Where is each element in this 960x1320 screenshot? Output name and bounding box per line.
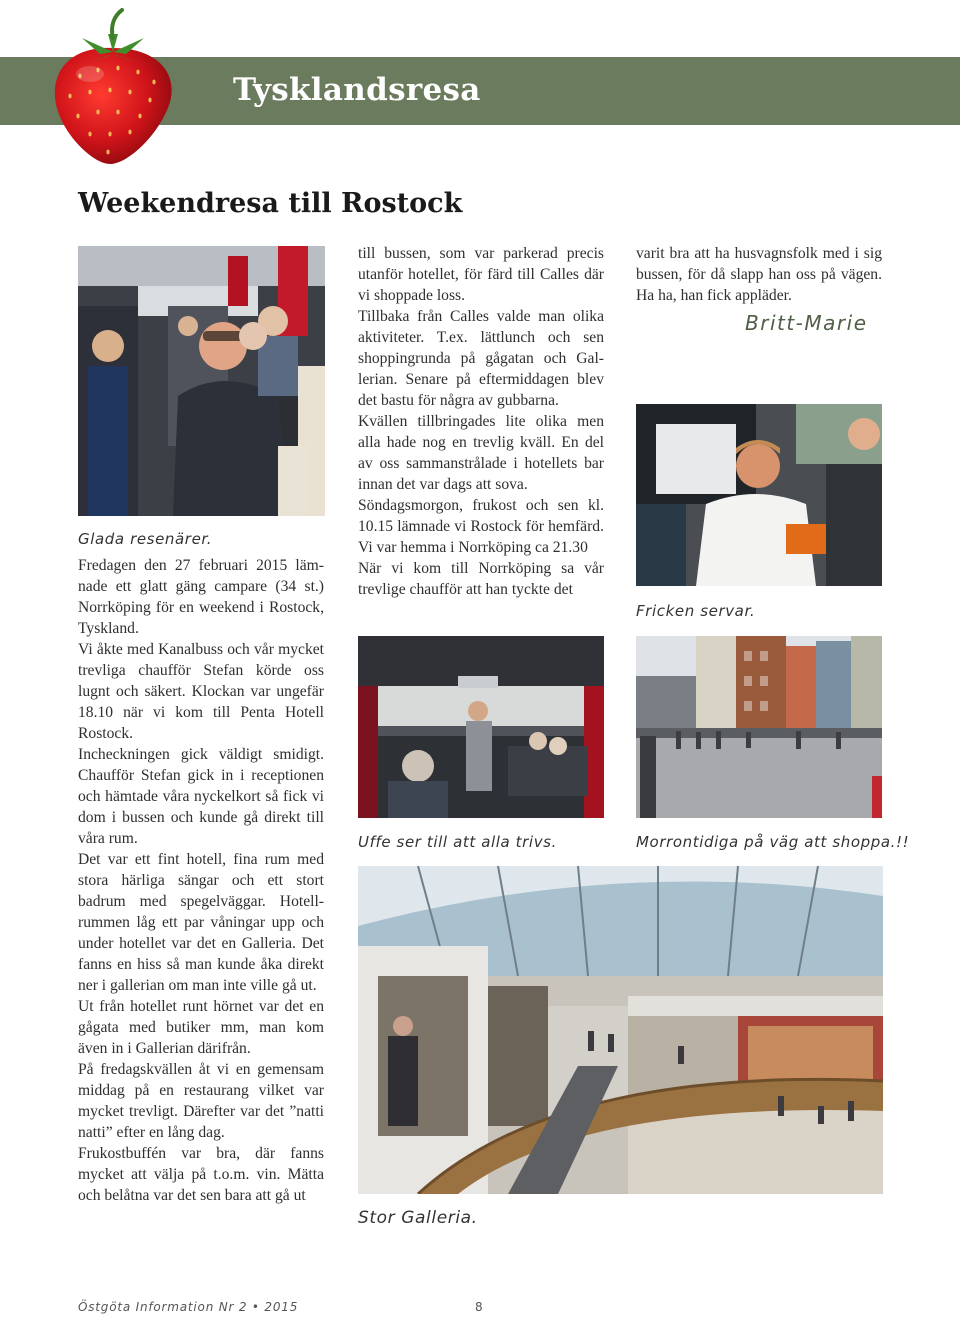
paragraph: Det var ett fint hotell, fina rum med stora härliga sängar och ett stort badrum med spegelväggar. Hotellrummen låg ett par våningar upp och under hotellet var det en Galleria. Det fanns en hiss så man kunde åka direkt ner i gallerian om man inte ville gå ut. — [78, 851, 324, 994]
photo-galleria — [358, 866, 883, 1194]
paragraph: Vi åkte med Kanalbuss och vår mycket trevliga chaufför Stefan körde oss lugnt och säkert. Klockan var ungefär 18.10 när vi kom till Penta Hotell Rostock. — [78, 641, 324, 742]
paragraph: varit bra att ha husvagnsfolk med i sig bussen, för då slapp han oss på vägen. Ha ha, han fick appläder. — [636, 245, 882, 304]
paragraph: På fredagskvällen åt vi en gemensam middag på en restaurang vilket var mycket trevligt. Därefter var det ”natti natti” efter en lång dag. — [78, 1061, 324, 1141]
text-column-2 — [358, 243, 604, 600]
photo3-caption: Fricken servar. — [636, 602, 756, 620]
paragraph: Tillbaka från Calles valde man olika aktiviteter. T.ex. lättlunch och sen shoppingrunda på gågatan och Gallerian. Senare på eftermiddagen blev det bastu för några av gubbarna. — [358, 308, 604, 409]
paragraph: till bussen, som var parkerad precis utanför hotellet, för färd till Calles där vi shoppade loss. — [358, 245, 604, 304]
photo-shopping-street — [636, 636, 882, 818]
strawberry-logo — [48, 4, 178, 166]
text-column-1 — [78, 555, 324, 1206]
paragraph: Incheckningen gick väldigt smidigt. Chaufför Stefan gick in i receptionen och hämtade våra nyckelkort så fick vi dom i bussen och kunde gå direkt till våra rum. — [78, 746, 324, 847]
text-column-3 — [636, 243, 882, 306]
paragraph: När vi kom till Norrköping sa vår trevlige chaufför att han tyckte det — [358, 560, 604, 598]
photo-bus-uffe — [358, 636, 604, 818]
paragraph: Frukostbuffén var bra, där fanns mycket att välja på t.o.m. vin. Mätta och belåtna var det sen bara att gå ut — [78, 1145, 324, 1204]
paragraph: Ut från hotellet runt hörnet var det en gågata med butiker mm, man kom även in i Gallerian därifrån. — [78, 998, 324, 1057]
article-title: Weekendresa till Rostock — [78, 188, 463, 219]
paragraph: Söndagsmorgon, frukost och sen kl. 10.15 lämnade vi Rostock för hemfärd. Vi var hemma i Norrköping ca 21.30 — [358, 497, 604, 556]
footer-publication: Östgöta Information Nr 2 • 2015 — [78, 1300, 299, 1314]
photo1-caption: Glada resenärer. — [78, 530, 213, 548]
photo-bus-passengers — [78, 246, 325, 516]
page-number: 8 — [475, 1300, 483, 1314]
photo5-caption: Stor Galleria. — [358, 1208, 478, 1228]
photo2-caption: Uffe ser till att alla trivs. — [358, 833, 557, 851]
author-signature: Britt-Marie — [745, 311, 868, 335]
photo-driver — [636, 404, 882, 586]
photo4-caption: Morrontidiga på väg att shoppa.!! — [636, 833, 910, 851]
paragraph: Kvällen tillbringades lite olika men alla hade nog en trevlig kväll. En del av oss sammanstrålade i hotellets bar innan det var dags att sova. — [358, 413, 604, 493]
paragraph: Fredagen den 27 februari 2015 lämnade ett glatt gäng campare (34 st.) Norrköping för en weekend i Rostock, Tyskland. — [78, 557, 324, 637]
section-title: Tysklandsresa — [233, 72, 481, 108]
